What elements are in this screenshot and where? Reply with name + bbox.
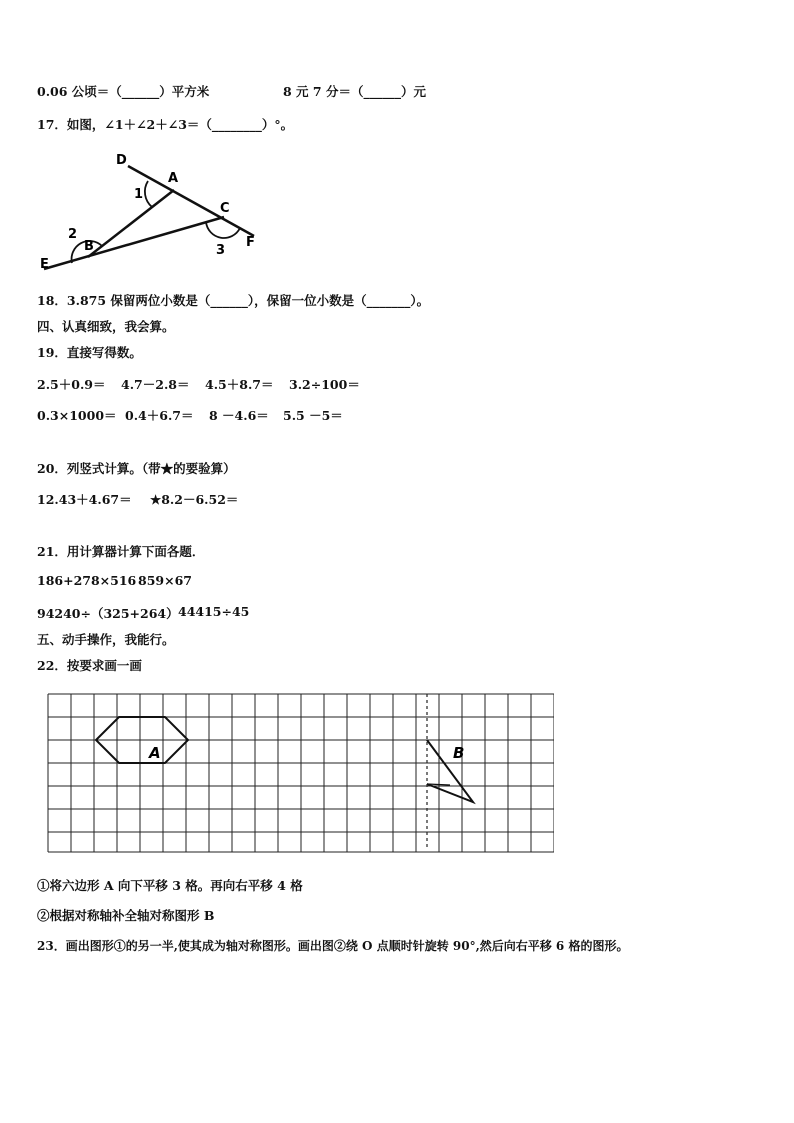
q21-r2c2: 44415÷45 xyxy=(178,604,250,619)
q21-title: 21．用计算器计算下面各题． xyxy=(37,544,205,559)
label-C: C xyxy=(220,201,230,216)
q20-item1: 12.43＋4.67＝ xyxy=(37,492,132,507)
shape-a-label: A xyxy=(149,744,161,762)
q16-part1: 0.06 公顷＝（______）平方米 xyxy=(37,84,210,99)
label-D: D xyxy=(116,153,127,168)
drawing-grid xyxy=(46,692,554,854)
q19-r1c4: 3.2÷100＝ xyxy=(289,377,360,392)
q17-text: 17．如图，∠1＋∠2＋∠3＝（________）°。 xyxy=(37,117,294,132)
q19-title: 19．直接写得数。 xyxy=(37,345,142,360)
q21-r1c1: 186+278×516 xyxy=(37,573,137,588)
q20-item2: ★8.2－6.52＝ xyxy=(150,492,239,507)
q16-part2: 8 元 7 分＝（______）元 xyxy=(283,84,426,99)
q18-text: 18．3.875 保留两位小数是（______），保留一位小数是（_______）。 xyxy=(37,293,430,308)
q22-task1: ①将六边形 A 向下平移 3 格。再向右平移 4 格 xyxy=(37,878,303,893)
q21-r1c2: 859×67 xyxy=(138,573,192,588)
label-3: 3 xyxy=(216,243,226,258)
q19-r2c4: 5.5 －5＝ xyxy=(283,408,343,423)
label-B: B xyxy=(84,239,94,254)
q19-r2c2: 0.4＋6.7＝ xyxy=(125,408,194,423)
q19-r1c2: 4.7－2.8＝ xyxy=(121,377,190,392)
section5-title: 五、动手操作，我能行。 xyxy=(37,632,175,647)
q19-r1c3: 4.5＋8.7＝ xyxy=(205,377,274,392)
q19-r1c1: 2.5＋0.9＝ xyxy=(37,377,106,392)
label-A: A xyxy=(168,171,179,186)
q19-r2c1: 0.3×1000＝ xyxy=(37,408,117,423)
shape-b-label: B xyxy=(453,744,465,762)
q20-title: 20．列竖式计算。（带★的要验算） xyxy=(37,461,236,476)
label-F: F xyxy=(246,235,255,250)
q22-task2: ②根据对称轴补全轴对称图形 B xyxy=(37,908,215,923)
label-1: 1 xyxy=(134,187,144,202)
q23-text: 23．画出图形①的另一半,使其成为轴对称图形。画出图②绕 O 点顺时针旋转 90°,然后向右平移 6 格的图形。 xyxy=(37,939,629,953)
q21-r2c1: 94240÷（325+264） xyxy=(37,606,179,621)
q22-title: 22．按要求画一画 xyxy=(37,658,142,673)
label-2: 2 xyxy=(68,227,78,242)
section4-title: 四、认真细致，我会算。 xyxy=(37,319,175,334)
angle-figure xyxy=(36,148,276,273)
q19-r2c3: 8 －4.6＝ xyxy=(209,408,269,423)
label-E: E xyxy=(40,257,49,272)
